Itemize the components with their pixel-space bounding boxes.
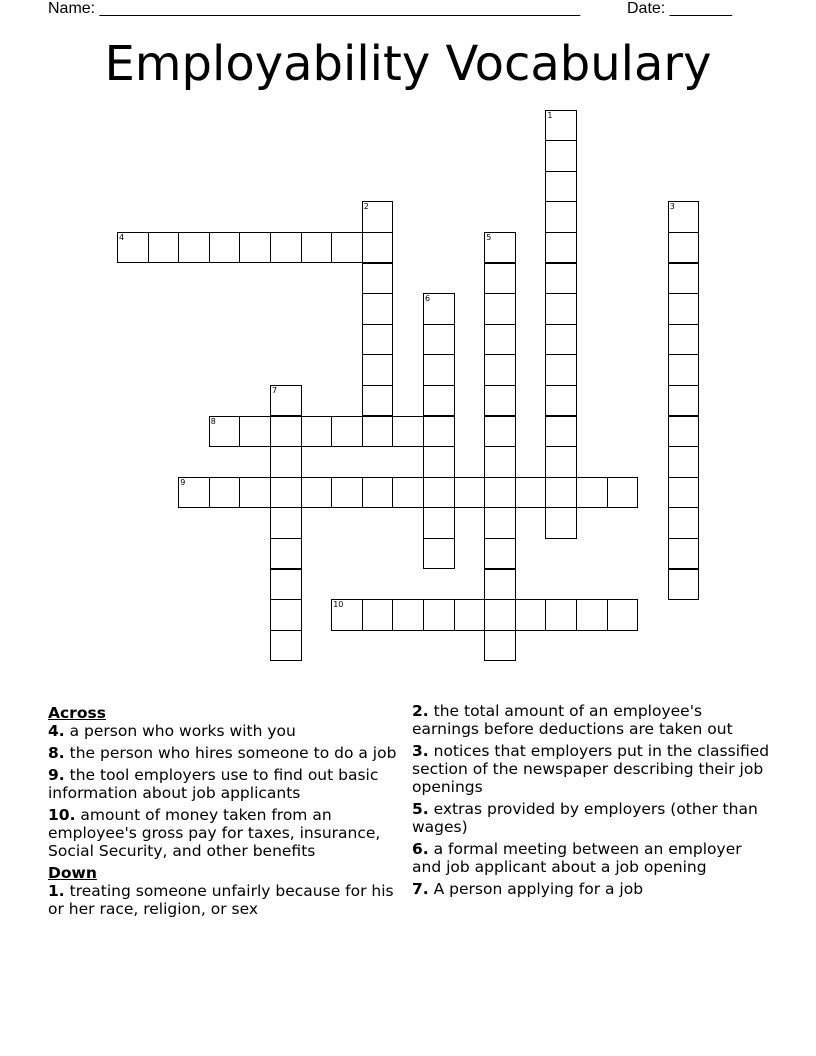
name-label: Name: bbox=[48, 0, 96, 17]
clue-number-label: 7 bbox=[272, 385, 278, 395]
clue-number: 8. bbox=[48, 744, 65, 762]
crossword-cell[interactable] bbox=[270, 385, 302, 417]
clues-column-left bbox=[48, 702, 408, 922]
clue-number-label: 3 bbox=[669, 202, 675, 212]
clue-number: 10. bbox=[48, 806, 76, 824]
crossword-cell[interactable] bbox=[545, 324, 577, 356]
crossword-cell[interactable] bbox=[362, 385, 394, 417]
date-label: Date: bbox=[627, 0, 666, 17]
clue-number-label: 5 bbox=[486, 232, 492, 242]
crossword-cell[interactable] bbox=[454, 599, 486, 631]
crossword-cell[interactable] bbox=[331, 232, 363, 264]
crossword-cell[interactable] bbox=[362, 263, 394, 295]
crossword-cell[interactable] bbox=[423, 324, 455, 356]
crossword-cell[interactable] bbox=[270, 599, 302, 631]
clue-text: the person who hires someone to do a job bbox=[69, 744, 397, 762]
clue-text: extras provided by employers (other than wages) bbox=[412, 800, 758, 836]
crossword-cell[interactable] bbox=[362, 324, 394, 356]
crossword-cell[interactable] bbox=[545, 416, 577, 448]
crossword-cell[interactable] bbox=[668, 354, 700, 386]
crossword-cell[interactable] bbox=[362, 201, 394, 233]
crossword-cell[interactable] bbox=[484, 477, 516, 509]
clue-text: amount of money taken from an employee's gross pay for taxes, insurance, Social Security, and other benefits bbox=[48, 806, 381, 860]
clue-number: 5. bbox=[412, 800, 429, 818]
crossword-cell[interactable] bbox=[484, 507, 516, 539]
crossword-cell[interactable] bbox=[484, 538, 516, 570]
crossword-cell[interactable] bbox=[515, 477, 547, 509]
crossword-cell[interactable] bbox=[423, 477, 455, 509]
crossword-cell[interactable] bbox=[239, 477, 271, 509]
clue-down-6 bbox=[412, 840, 772, 876]
crossword-cell[interactable] bbox=[484, 569, 516, 601]
crossword-cell[interactable] bbox=[668, 507, 700, 539]
crossword-cell[interactable] bbox=[423, 293, 455, 325]
crossword-cell[interactable] bbox=[270, 232, 302, 264]
clue-text: the tool employers use to find out basic information about job applicants bbox=[48, 766, 379, 802]
crossword-cell[interactable] bbox=[331, 599, 363, 631]
crossword-cell[interactable] bbox=[545, 171, 577, 203]
clue-number: 9. bbox=[48, 766, 65, 784]
clue-down-2 bbox=[412, 702, 772, 738]
down-heading: Down bbox=[48, 864, 97, 882]
crossword-cell[interactable] bbox=[484, 416, 516, 448]
crossword-cell[interactable] bbox=[301, 477, 333, 509]
crossword-cell[interactable] bbox=[545, 599, 577, 631]
clue-number-label: 1 bbox=[547, 110, 553, 120]
clue-number: 7. bbox=[412, 880, 429, 898]
crossword-cell[interactable] bbox=[423, 416, 455, 448]
crossword-cell[interactable] bbox=[668, 477, 700, 509]
crossword-cell[interactable] bbox=[545, 293, 577, 325]
crossword-cell[interactable] bbox=[301, 416, 333, 448]
clue-number: 1. bbox=[48, 882, 65, 900]
crossword-cell[interactable] bbox=[484, 630, 516, 662]
clue-number: 6. bbox=[412, 840, 429, 858]
crossword-cell[interactable] bbox=[484, 232, 516, 264]
clue-text: a formal meeting between an employer and job applicant about a job opening bbox=[412, 840, 742, 876]
clue-number-label: 2 bbox=[363, 202, 369, 212]
crossword-cell[interactable] bbox=[148, 232, 180, 264]
crossword-cell[interactable] bbox=[270, 416, 302, 448]
crossword-cell[interactable] bbox=[484, 354, 516, 386]
crossword-cell[interactable] bbox=[454, 477, 486, 509]
crossword-cell[interactable] bbox=[668, 263, 700, 295]
crossword-cell[interactable] bbox=[607, 599, 639, 631]
crossword-cell[interactable] bbox=[209, 477, 241, 509]
crossword-cell[interactable] bbox=[331, 416, 363, 448]
clues-column-right bbox=[412, 702, 772, 902]
clue-number-label: 4 bbox=[119, 232, 125, 242]
crossword-cell[interactable] bbox=[392, 477, 424, 509]
crossword-cell[interactable] bbox=[607, 477, 639, 509]
crossword-cell[interactable] bbox=[545, 110, 577, 142]
crossword-cell[interactable] bbox=[668, 569, 700, 601]
clue-down-3 bbox=[412, 742, 772, 796]
crossword-cell[interactable] bbox=[484, 263, 516, 295]
crossword-cell[interactable] bbox=[362, 354, 394, 386]
crossword-cell[interactable] bbox=[668, 324, 700, 356]
clue-text: the total amount of an employee's earnings before deductions are taken out bbox=[412, 702, 733, 738]
crossword-cell[interactable] bbox=[484, 324, 516, 356]
crossword-cell[interactable] bbox=[668, 293, 700, 325]
clue-down-7 bbox=[412, 880, 772, 898]
clue-text: a person who works with you bbox=[69, 722, 296, 740]
crossword-cell[interactable] bbox=[270, 630, 302, 662]
across-heading: Across bbox=[48, 704, 106, 722]
crossword-cell[interactable] bbox=[270, 446, 302, 478]
clue-across-9 bbox=[48, 766, 408, 802]
clue-across-4 bbox=[48, 722, 408, 740]
clue-number: 2. bbox=[412, 702, 429, 720]
crossword-cell[interactable] bbox=[545, 446, 577, 478]
crossword-cell[interactable] bbox=[668, 201, 700, 233]
crossword-cell[interactable] bbox=[545, 507, 577, 539]
crossword-cell[interactable] bbox=[484, 385, 516, 417]
crossword-cell[interactable] bbox=[668, 538, 700, 570]
crossword-cell[interactable] bbox=[484, 446, 516, 478]
crossword-cell[interactable] bbox=[362, 416, 394, 448]
crossword-cell[interactable] bbox=[515, 599, 547, 631]
crossword-cell[interactable] bbox=[392, 416, 424, 448]
crossword-cell[interactable] bbox=[423, 446, 455, 478]
clue-number-label: 9 bbox=[180, 477, 186, 487]
clue-down-1 bbox=[48, 882, 408, 918]
crossword-cell[interactable] bbox=[668, 416, 700, 448]
crossword-cell[interactable] bbox=[362, 232, 394, 264]
crossword-cell[interactable] bbox=[545, 232, 577, 264]
crossword-cell[interactable] bbox=[331, 477, 363, 509]
name-blank[interactable]: ______________________________________________________ bbox=[99, 0, 581, 17]
clue-number: 4. bbox=[48, 722, 65, 740]
clue-across-10 bbox=[48, 806, 408, 860]
clue-number-label: 10 bbox=[333, 600, 344, 610]
crossword-cell[interactable] bbox=[423, 354, 455, 386]
crossword-cell[interactable] bbox=[545, 263, 577, 295]
crossword-cell[interactable] bbox=[668, 446, 700, 478]
crossword-cell[interactable] bbox=[545, 201, 577, 233]
crossword-cell[interactable] bbox=[484, 599, 516, 631]
crossword-cell[interactable] bbox=[545, 477, 577, 509]
date-blank[interactable]: _______ bbox=[669, 0, 732, 17]
clue-across-8 bbox=[48, 744, 408, 762]
crossword-cell[interactable] bbox=[362, 477, 394, 509]
crossword-cell[interactable] bbox=[270, 477, 302, 509]
crossword-cell[interactable] bbox=[239, 232, 271, 264]
crossword-cell[interactable] bbox=[178, 232, 210, 264]
crossword-cell[interactable] bbox=[484, 293, 516, 325]
clue-text: A person applying for a job bbox=[433, 880, 644, 898]
crossword-cell[interactable] bbox=[270, 538, 302, 570]
crossword-cell[interactable] bbox=[545, 140, 577, 172]
crossword-cell[interactable] bbox=[576, 599, 608, 631]
crossword-cell[interactable] bbox=[239, 416, 271, 448]
crossword-cell[interactable] bbox=[362, 293, 394, 325]
crossword-cell[interactable] bbox=[117, 232, 149, 264]
crossword-cell[interactable] bbox=[423, 507, 455, 539]
clue-number-label: 8 bbox=[210, 416, 216, 426]
clue-text: notices that employers put in the classified section of the newspaper describing their job openings bbox=[412, 742, 770, 796]
crossword-cell[interactable] bbox=[545, 385, 577, 417]
page-title: Employability Vocabulary bbox=[104, 36, 712, 92]
crossword-cell[interactable] bbox=[209, 416, 241, 448]
crossword-cell[interactable] bbox=[545, 354, 577, 386]
crossword-cell[interactable] bbox=[668, 232, 700, 264]
crossword-cell[interactable] bbox=[301, 232, 333, 264]
crossword-cell[interactable] bbox=[423, 599, 455, 631]
crossword-cell[interactable] bbox=[270, 507, 302, 539]
clue-text: treating someone unfairly because for his or her race, religion, or sex bbox=[48, 882, 394, 918]
clue-number-label: 6 bbox=[425, 294, 431, 304]
clue-down-5 bbox=[412, 800, 772, 836]
crossword-cell[interactable] bbox=[178, 477, 210, 509]
crossword-cell[interactable] bbox=[576, 477, 608, 509]
clue-number: 3. bbox=[412, 742, 429, 760]
crossword-cell[interactable] bbox=[423, 385, 455, 417]
crossword-cell[interactable] bbox=[392, 599, 424, 631]
crossword-cell[interactable] bbox=[270, 569, 302, 601]
crossword-cell[interactable] bbox=[209, 232, 241, 264]
crossword-cell[interactable] bbox=[423, 538, 455, 570]
crossword-cell[interactable] bbox=[668, 385, 700, 417]
crossword-cell[interactable] bbox=[362, 599, 394, 631]
